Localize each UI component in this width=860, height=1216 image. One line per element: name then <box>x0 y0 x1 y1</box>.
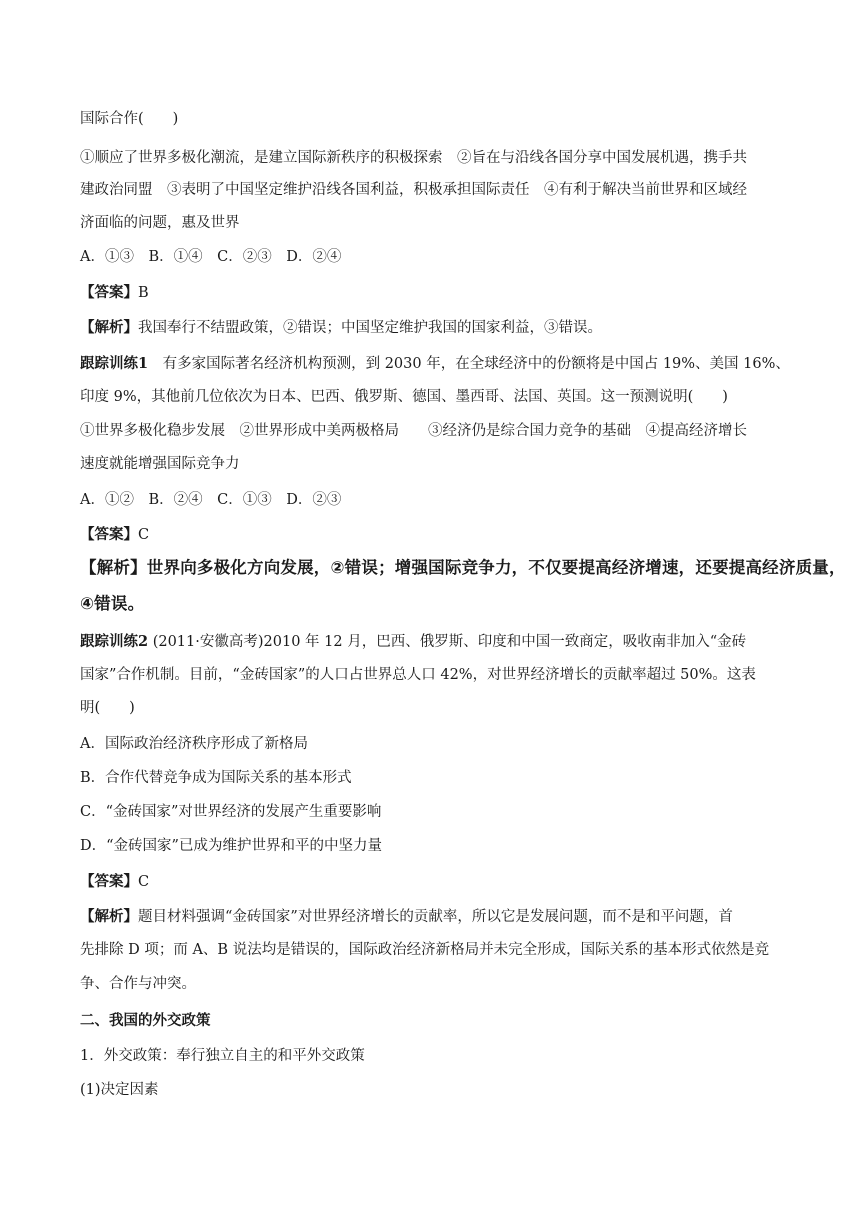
q3-title: 跟踪训练2 <box>80 633 149 650</box>
q2-answer <box>80 525 149 545</box>
q1-options-line: ①顺应了世界多极化潮流，是建立国际新秩序的积极探索 ②旨在与沿线各国分享中国发展机遇，携手共 <box>80 150 747 166</box>
q1-options-line: 建政治同盟 ③表明了中国坚定维护沿线各国利益，积极承担国际责任 ④有利于解决当前世界和区域经 <box>80 182 747 198</box>
q3-stem-line: 明( ) <box>80 700 135 716</box>
q2-stem-line: 印度 9%，其他前几位依次为日本、巴西、俄罗斯、德国、墨西哥、法国、英国。这一预测说明( ) <box>80 389 728 405</box>
q2-analysis-line: 【解析】世界向多极化方向发展，②错误；增强国际竞争力，不仅要提高经济增速，还要提高经济质量， <box>80 558 846 577</box>
q3-option-a: A．国际政治经济秩序形成了新格局 <box>80 736 308 752</box>
analysis-text: 我国奉行不结盟政策，②错误；中国坚定维护我国的国家利益，③错误。 <box>138 320 602 336</box>
analysis-text: 题目材料强调“金砖国家”对世界经济增长的贡献率，所以它是发展问题，而不是和平问题，首 <box>138 909 733 925</box>
section-subitem: (1)决定因素 <box>80 1082 159 1098</box>
analysis-label: 【解析】 <box>80 319 138 336</box>
q3-option-d: D．“金砖国家”已成为维护世界和平的中坚力量 <box>80 838 382 854</box>
answer-label: 【答案】 <box>80 526 138 543</box>
q2-stem-text: 有多家国际著名经济机构预测，到 2030 年，在全球经济中的份额将是中国占 19%、美国 16%、 <box>148 356 790 372</box>
answer-value: C <box>138 527 150 543</box>
answer-label: 【答案】 <box>80 284 138 301</box>
q1-answer <box>80 283 149 303</box>
q1-analysis <box>80 318 602 338</box>
q1-options-line: 济面临的问题，惠及世界 <box>80 215 240 231</box>
q2-choices: A．①② B．②④ C．①③ D．②③ <box>80 492 342 508</box>
q2-options-line: 速度就能增强国际竞争力 <box>80 456 240 472</box>
q3-analysis-line: 争、合作与冲突。 <box>80 976 196 992</box>
q3-analysis <box>80 907 733 927</box>
q2-options-line: ①世界多极化稳步发展 ②世界形成中美两极格局 ③经济仍是综合国力竞争的基础 ④提高经济增长 <box>80 423 747 439</box>
section-heading: 二、我国的外交政策 <box>80 1012 211 1029</box>
q2-analysis-line: ④错误。 <box>80 594 145 613</box>
q3-stem-line: 国家”合作机制。目前，“金砖国家”的人口占世界总人口 42%，对世界经济增长的贡献率超过 50%。这表 <box>80 667 756 683</box>
q3-answer <box>80 872 149 892</box>
section-item: 1．外交政策：奉行独立自主的和平外交政策 <box>80 1048 365 1064</box>
q3-option-c: C．“金砖国家”对世界经济的发展产生重要影响 <box>80 804 382 820</box>
q2-title: 跟踪训练1 <box>80 355 149 372</box>
analysis-label: 【解析】 <box>80 908 138 925</box>
q3-stem <box>80 632 746 652</box>
answer-value: C <box>138 874 150 890</box>
answer-value: B <box>138 285 149 301</box>
answer-label: 【答案】 <box>80 873 138 890</box>
q3-analysis-line: 先排除 D 项；而 A、B 说法均是错误的，国际政治经济新格局并未完全形成，国际关系的基本形式依然是竞 <box>80 942 770 958</box>
q2-stem <box>80 354 790 374</box>
q3-option-b: B．合作代替竞争成为国际关系的基本形式 <box>80 770 352 786</box>
q3-stem-text: (2011·安徽高考)2010 年 12 月，巴西、俄罗斯、印度和中国一致商定，吸收南非加入“金砖 <box>148 634 747 650</box>
q1-stem-tail: 国际合作( ) <box>80 111 179 127</box>
q1-choices: A．①③ B．①④ C．②③ D．②④ <box>80 249 342 265</box>
